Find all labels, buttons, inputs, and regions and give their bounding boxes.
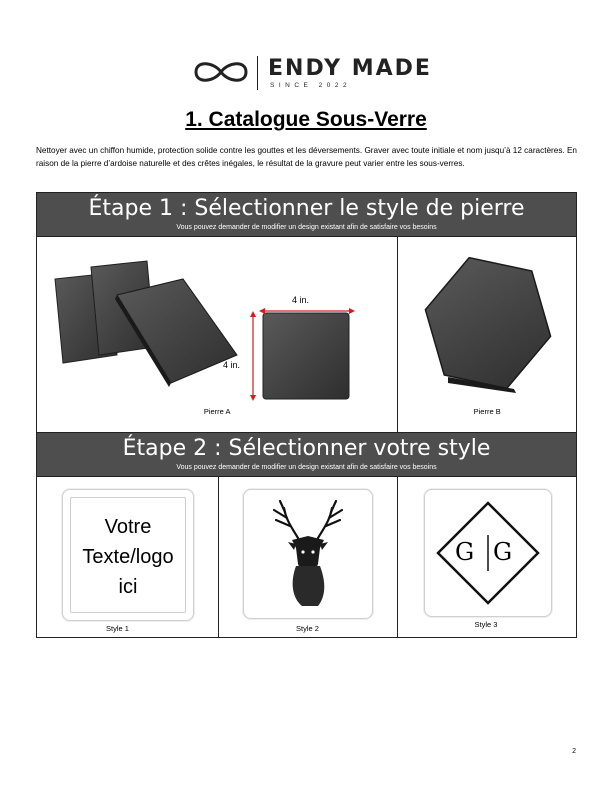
step2-header [37, 433, 577, 477]
brand-name: ENDY MADE [268, 56, 432, 81]
deer-head-icon [262, 498, 354, 608]
stone-a-cell[interactable] [37, 237, 398, 433]
style-1-option[interactable] [37, 477, 218, 637]
style-1-line-1: Votre [104, 516, 152, 538]
style-2-option[interactable] [218, 477, 397, 637]
stone-a-stack-image [51, 259, 241, 389]
brand-since: SINCE 2022 [270, 82, 352, 89]
stone-b-label: Pierre B [473, 407, 501, 416]
infinity-icon [190, 54, 252, 90]
step1-title: Étape 1 : Sélectionner le style de pierre [88, 196, 525, 221]
style-3-label: Style 3 [474, 620, 498, 629]
height-dimension-arrow [249, 311, 257, 401]
step2-title: Étape 2 : Sélectionner votre style [122, 436, 491, 461]
style-1-line-2: Texte/logo [82, 546, 174, 568]
page-title: 1. Catalogue Sous-Verre [185, 108, 427, 131]
height-dimension-label: 4 in. [223, 360, 241, 370]
stone-a-single-image [261, 311, 351, 401]
stone-a-label: Pierre A [203, 407, 231, 416]
style-3-option[interactable] [398, 477, 578, 637]
step2-subtitle: Vous pouvez demander de modifier un design existant afin de satisfaire vos besoins [176, 464, 437, 471]
style-3-monogram-left: G [455, 538, 475, 566]
step1-header [37, 193, 577, 237]
style-3-coaster [424, 489, 552, 617]
page-number: 2 [572, 748, 576, 755]
stone-b-cell[interactable] [398, 237, 577, 433]
intro-paragraph: Nettoyer avec un chiffon humide, protection solide contre les gouttes et les déversements. Graver avec toute initiale et nom jusqu’à 12 caractères. En raison de la pierre d’ardoise naturelle et des crêtes inégales, le résultat de la gravure peut varier entre les sous-verres. [36, 146, 577, 168]
style-2-coaster [243, 489, 373, 619]
catalog-table [36, 192, 577, 638]
style-1-coaster [62, 489, 194, 621]
style-1-label: Style 1 [106, 624, 129, 633]
width-dimension-arrow [259, 307, 355, 315]
style-2-label: Style 2 [296, 624, 319, 633]
width-dimension-label: 4 in. [292, 295, 310, 305]
brand-logo [190, 54, 430, 94]
style-1-line-3: ici [118, 576, 138, 598]
styles-row [37, 477, 577, 638]
style-3-monogram-right: G [493, 538, 513, 566]
step1-subtitle: Vous pouvez demander de modifier un design existant afin de satisfaire vos besoins [176, 224, 437, 231]
diamond-frame-icon [434, 499, 542, 607]
stone-b-hexagon-image [418, 257, 558, 397]
logo-divider [257, 56, 258, 90]
